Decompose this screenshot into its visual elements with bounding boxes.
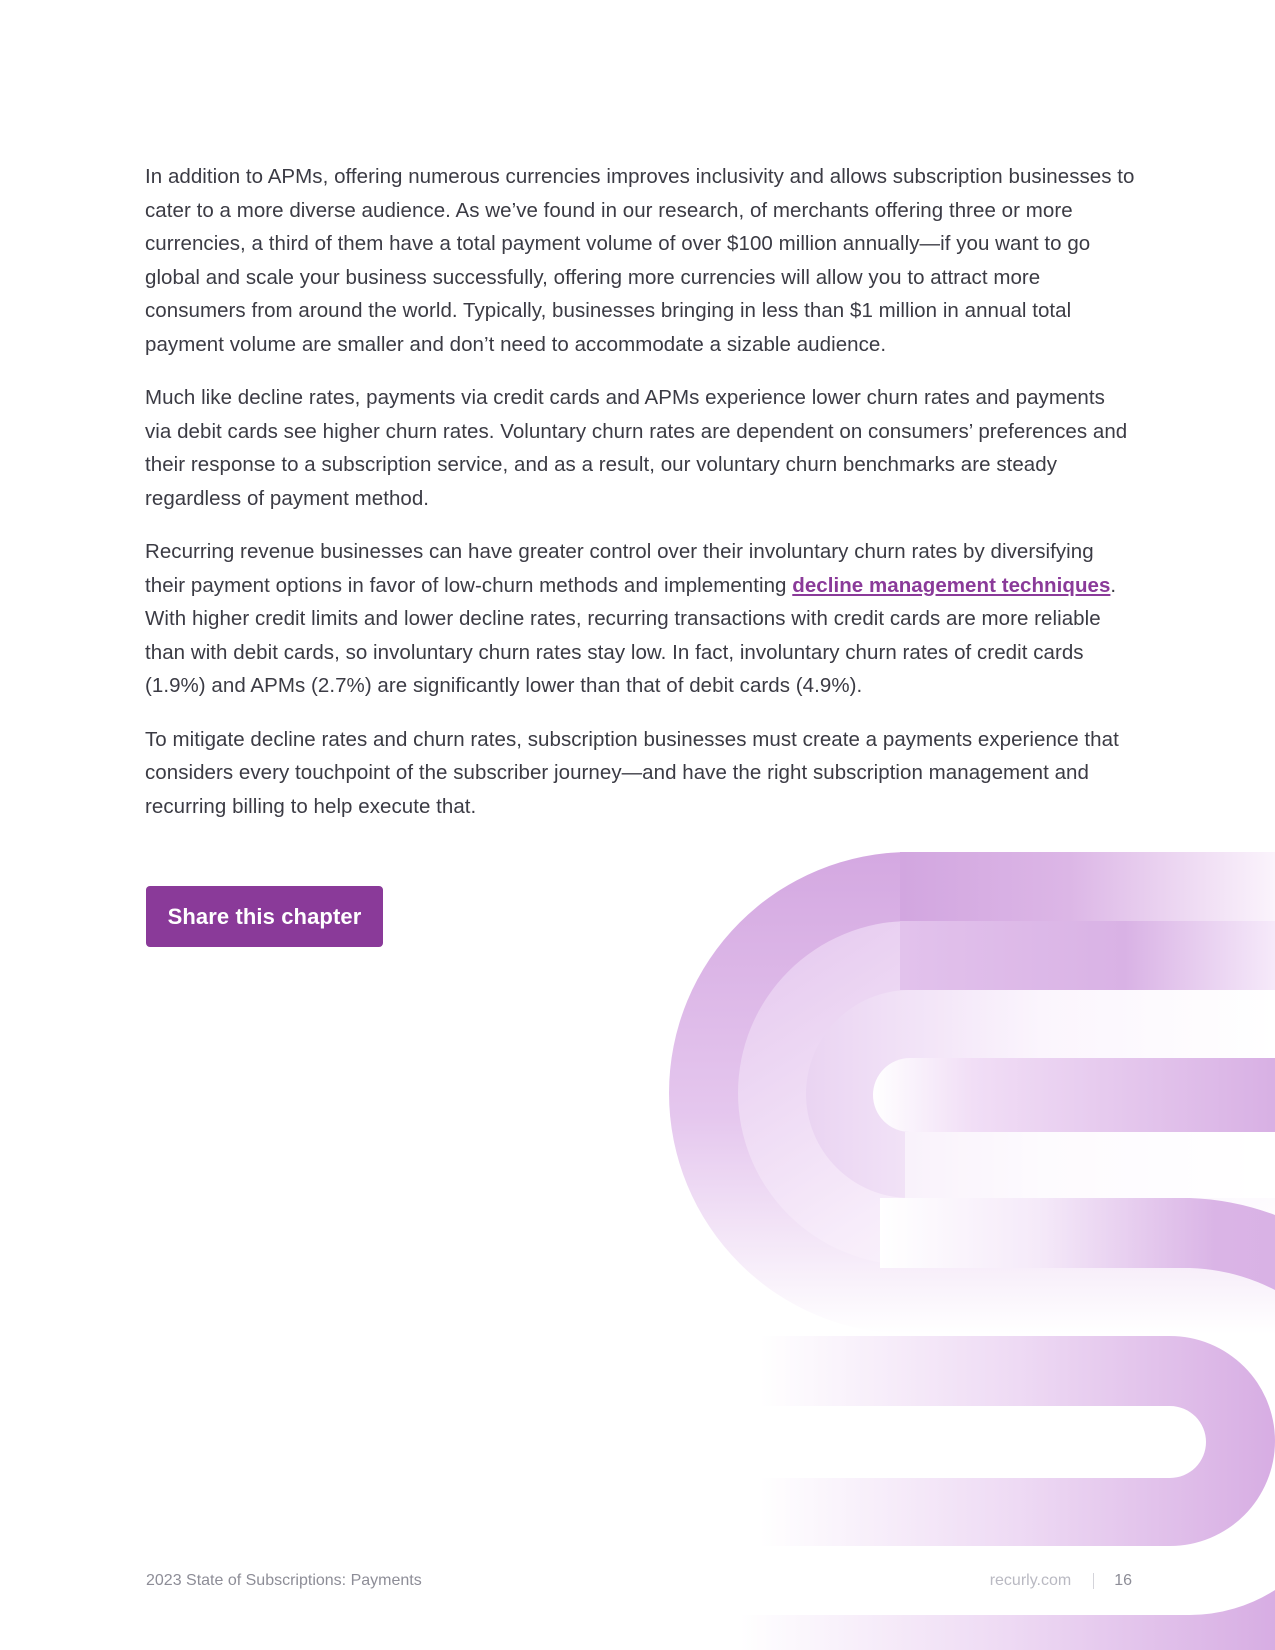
paragraph: In addition to APMs, offering numerous currencies improves inclusivity and allows subscription businesses to cater to a more diverse audience. As we’ve found in our research, of merchants offering three or more currencies, a third of them have a total payment volume of over $100 million annually—if you want to go global and scale your business successfully, offering more currencies will allow you to attract more consumers from around the world. Typically, businesses bringing in less than $1 million in annual total payment volume are smaller and don’t need to accommodate a sizable audience. bbox=[145, 165, 1135, 356]
paragraph: To mitigate decline rates and churn rates, subscription businesses must create a payments experience that considers every touchpoint of the subscriber journey—and have the right subscription management and recurring billing to help execute that. bbox=[145, 727, 1119, 818]
article-body bbox=[145, 160, 1135, 843]
paragraph-with-link bbox=[145, 535, 1135, 703]
footer-page-info bbox=[990, 1572, 1132, 1590]
paragraph: Much like decline rates, payments via credit cards and APMs experience lower churn rates and payments via debit cards see higher churn rates. Voluntary churn rates are dependent on consumers’ preferences and their response to a subscription service, and as a result, our voluntary churn benchmarks are steady regardless of payment method. bbox=[145, 386, 1128, 510]
footer-report-title: 2023 State of Subscriptions: Payments bbox=[146, 1572, 422, 1589]
footer-divider bbox=[1093, 1573, 1094, 1589]
paragraph-text: . With higher credit limits and lower decline rates, recurring transactions with credit cards are more reliable than with debit cards, so involuntary churn rates stay low. In fact, involuntary churn rates of credit cards (1.9%) and APMs (2.7%) are significantly lower than that of debit cards (4.9%). bbox=[145, 573, 1117, 697]
page-number: 16 bbox=[1114, 1572, 1132, 1589]
share-chapter-button[interactable]: Share this chapter bbox=[146, 886, 383, 947]
paragraph-text: Recurring revenue businesses can have greater control over their involuntary churn rates by diversifying their payment options in favor of low-churn methods and implementing bbox=[145, 540, 1094, 597]
footer-site-link[interactable]: recurly.com bbox=[989, 1572, 1072, 1589]
decline-management-link[interactable]: decline management techniques bbox=[792, 573, 1111, 597]
